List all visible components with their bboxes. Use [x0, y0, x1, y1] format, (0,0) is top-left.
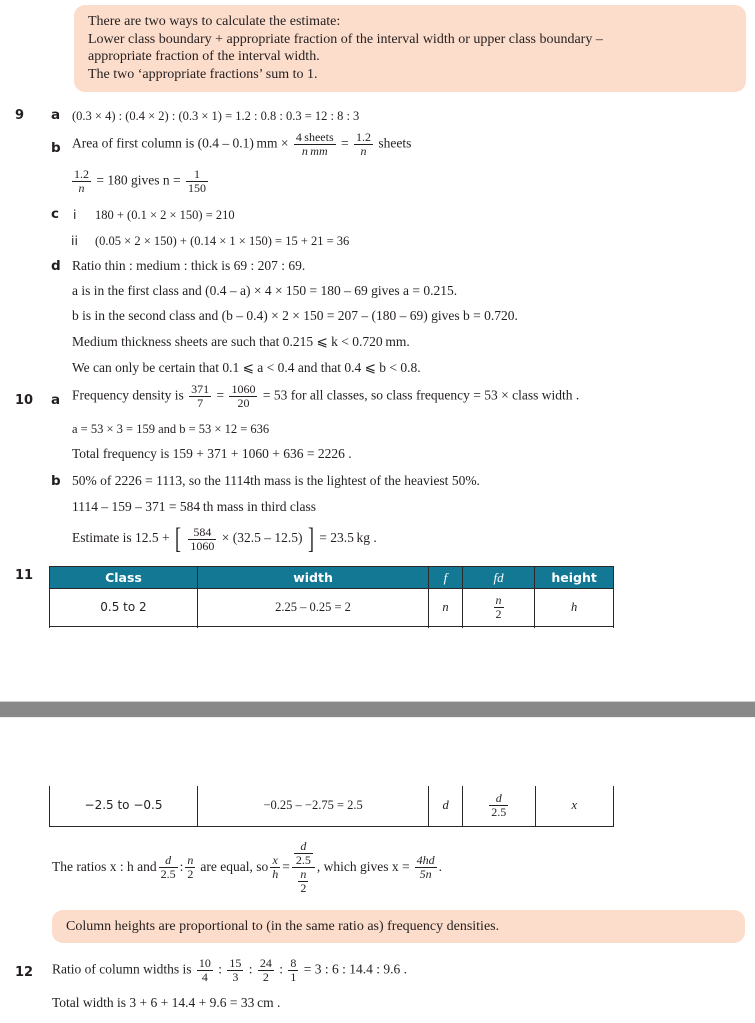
denominator: 2.5	[295, 852, 311, 867]
cell-width: 2.25 – 0.25 = 2	[197, 589, 428, 627]
denominator: 1060	[190, 538, 215, 553]
answer-line	[72, 524, 377, 554]
table-row	[50, 589, 614, 627]
fraction	[229, 383, 257, 410]
bracket-close: ]	[307, 522, 314, 555]
part-label: b	[51, 140, 61, 156]
part-label: a	[51, 107, 61, 123]
answer-line: 50% of 2226 = 1113, so the 1114th mass is the lightest of the heaviest 50%.	[72, 473, 480, 488]
fraction	[189, 383, 211, 410]
text: Estimate is 12.5 +	[72, 530, 170, 546]
equals: =	[341, 135, 349, 151]
text: = 23.5 kg .	[319, 530, 377, 546]
tip-box-estimate	[74, 5, 746, 92]
numerator: 584	[188, 526, 216, 540]
tip-line: Lower class boundary + appropriate fraction of the interval width or upper class boundary –	[88, 31, 603, 47]
numerator: x	[270, 854, 280, 868]
numerator: n	[300, 866, 307, 881]
numerator: 1	[186, 168, 208, 182]
answer-line: Ratio thin : medium : thick is 69 : 207 : 69.	[72, 258, 306, 273]
cell-text: 0.5 to 2	[100, 600, 147, 614]
answer-line: b is in the second class and (b – 0.4) × 2 × 150 = 207 – (180 – 69) gives b = 0.720.	[72, 308, 518, 323]
fraction	[72, 168, 91, 195]
cell-class	[50, 589, 198, 627]
numerator: 4 sheets	[295, 130, 334, 144]
cell-height: h	[535, 589, 614, 627]
text: sheets	[378, 135, 412, 151]
fraction	[494, 594, 504, 621]
numerator: d	[159, 854, 178, 868]
fraction	[354, 131, 373, 158]
question-number: 12	[15, 965, 34, 980]
text: Ratio of column widths is	[52, 961, 192, 977]
colon: :	[279, 961, 284, 977]
text: = 53 for all classes, so class frequency = 53 × class width .	[262, 387, 580, 403]
denominator	[292, 868, 315, 895]
header-f: f	[429, 567, 463, 589]
cell-f: n	[429, 589, 463, 627]
answer-line: Medium thickness sheets are such that 0.215 ⩽ k < 0.720 mm.	[72, 334, 410, 349]
fraction	[415, 854, 437, 881]
table-row	[50, 786, 614, 826]
answer-line: (0.3 × 4) : (0.4 × 2) : (0.3 × 1) = 1.2 : 0.8 : 0.3 = 12 : 8 : 3	[72, 109, 360, 123]
numerator: 1.2	[356, 130, 372, 144]
denominator: 2	[262, 970, 269, 984]
text: Frequency density is	[72, 387, 184, 403]
period: .	[438, 859, 442, 874]
class-table-part2	[49, 786, 614, 827]
numerator: 10	[198, 956, 211, 970]
text: × (32.5 – 12.5)	[221, 530, 303, 546]
numerator: 1.2	[74, 167, 89, 181]
answer-line: 180 + (0.1 × 2 × 150) = 210	[95, 208, 235, 222]
denominator: 7	[197, 396, 204, 410]
denominator: 5n	[419, 866, 432, 881]
denominator: 2	[300, 880, 307, 895]
cell-text: −2.5 to −0.5	[84, 798, 163, 813]
text: = 3 : 6 : 14.4 : 9.6 .	[303, 961, 408, 977]
fraction	[294, 131, 336, 158]
subpart-label: i	[73, 207, 77, 222]
bracket-open: [	[174, 522, 181, 555]
answer-line	[72, 131, 411, 158]
denominator: 2	[187, 866, 194, 881]
denominator: 2	[495, 607, 502, 621]
table-header-row	[50, 567, 614, 589]
answer-line	[70, 168, 210, 195]
header-fd: fd	[462, 567, 534, 589]
fraction	[294, 840, 313, 867]
fraction	[298, 868, 308, 895]
header-height: height	[535, 567, 614, 589]
cell-f: d	[429, 786, 463, 826]
fraction	[227, 957, 243, 984]
part-label: d	[51, 258, 61, 274]
denominator: n	[78, 181, 85, 195]
class-table-part1	[49, 566, 614, 628]
subpart-label: ii	[71, 233, 78, 248]
tip-text: Column heights are proportional to (in the same ratio as) frequency densities.	[66, 919, 500, 934]
denominator: n mm	[301, 144, 328, 158]
question-number: 10	[15, 393, 34, 408]
tip-line: The two ‘appropriate fractions’ sum to 1.	[88, 66, 318, 82]
fraction	[159, 854, 178, 881]
fraction	[185, 854, 195, 881]
equals: =	[216, 387, 225, 403]
numerator: 8	[290, 956, 297, 970]
colon: :	[179, 859, 184, 874]
cell-width: −0.25 – −2.75 = 2.5	[197, 786, 428, 826]
denominator: 2.5	[491, 805, 507, 820]
answer-line: a is in the first class and (0.4 – a) × 4 × 150 = 180 – 69 gives a = 0.215.	[72, 283, 458, 298]
fraction	[288, 957, 298, 984]
fraction	[197, 957, 213, 984]
equals: =	[282, 859, 290, 874]
answer-line: (0.05 × 2 × 150) + (0.14 × 1 × 150) = 15 + 21 = 36	[95, 234, 350, 248]
fraction	[186, 168, 208, 195]
fraction	[188, 526, 216, 553]
tip-line: appropriate fraction of the interval width.	[88, 49, 320, 64]
numerator: 24	[259, 956, 272, 970]
part-label: b	[51, 473, 61, 489]
cell-height: x	[535, 786, 613, 826]
question-number: 9	[15, 108, 25, 123]
cell-fd	[462, 589, 534, 627]
part-label: a	[51, 392, 61, 408]
denominator: 3	[232, 970, 239, 984]
page-separator	[0, 701, 755, 718]
tip-box-column-heights	[52, 910, 745, 943]
answer-line: Total frequency is 159 + 371 + 1060 + 636 = 2226 .	[72, 446, 352, 461]
denominator: 2.5	[160, 866, 176, 881]
text: = 180 gives n =	[96, 172, 181, 188]
numerator: n	[187, 852, 194, 867]
text: , which gives x =	[316, 859, 410, 874]
numerator: 1060	[231, 382, 256, 396]
answer-line: We can only be certain that 0.1 ⩽ a < 0.4 and that 0.4 ⩽ b < 0.8.	[72, 360, 421, 375]
text: The ratios x : h and	[52, 859, 157, 874]
ratio-explanation	[52, 836, 442, 898]
numerator: 15	[229, 956, 242, 970]
text: are equal, so	[200, 859, 269, 874]
cell-class	[50, 786, 198, 826]
answer-line: a = 53 × 3 = 159 and b = 53 × 12 = 636	[72, 422, 270, 436]
denominator: n	[360, 144, 367, 158]
fraction	[489, 792, 508, 819]
fraction	[258, 957, 274, 984]
header-width: width	[197, 567, 428, 589]
answer-line: Total width is 3 + 6 + 14.4 + 9.6 = 33 cm .	[52, 995, 281, 1010]
numerator: n	[495, 593, 502, 607]
text: Area of first column is (0.4 – 0.1) mm ×	[72, 135, 289, 151]
cell-fd	[463, 786, 536, 826]
header-class: Class	[50, 567, 198, 589]
denominator: 150	[187, 181, 206, 195]
answer-line	[52, 957, 407, 984]
denominator: 20	[237, 396, 250, 410]
numerator: d	[294, 840, 313, 854]
part-label: c	[51, 206, 60, 222]
numerator: d	[489, 792, 508, 806]
compound-fraction	[292, 840, 315, 895]
fraction	[270, 854, 280, 881]
denominator: h	[272, 866, 279, 881]
answer-line: 1114 – 159 – 371 = 584 th mass in third class	[72, 499, 317, 514]
answer-line	[72, 383, 579, 410]
numerator: 4hd	[416, 852, 435, 867]
table-row-continued	[50, 627, 614, 628]
numerator: 371	[191, 382, 210, 396]
colon: :	[248, 961, 253, 977]
denominator: 4	[201, 970, 208, 984]
tip-line: There are two ways to calculate the estimate:	[88, 14, 341, 29]
numerator	[292, 840, 315, 868]
denominator: 1	[290, 970, 297, 984]
question-number: 11	[15, 568, 34, 583]
colon: :	[218, 961, 223, 977]
